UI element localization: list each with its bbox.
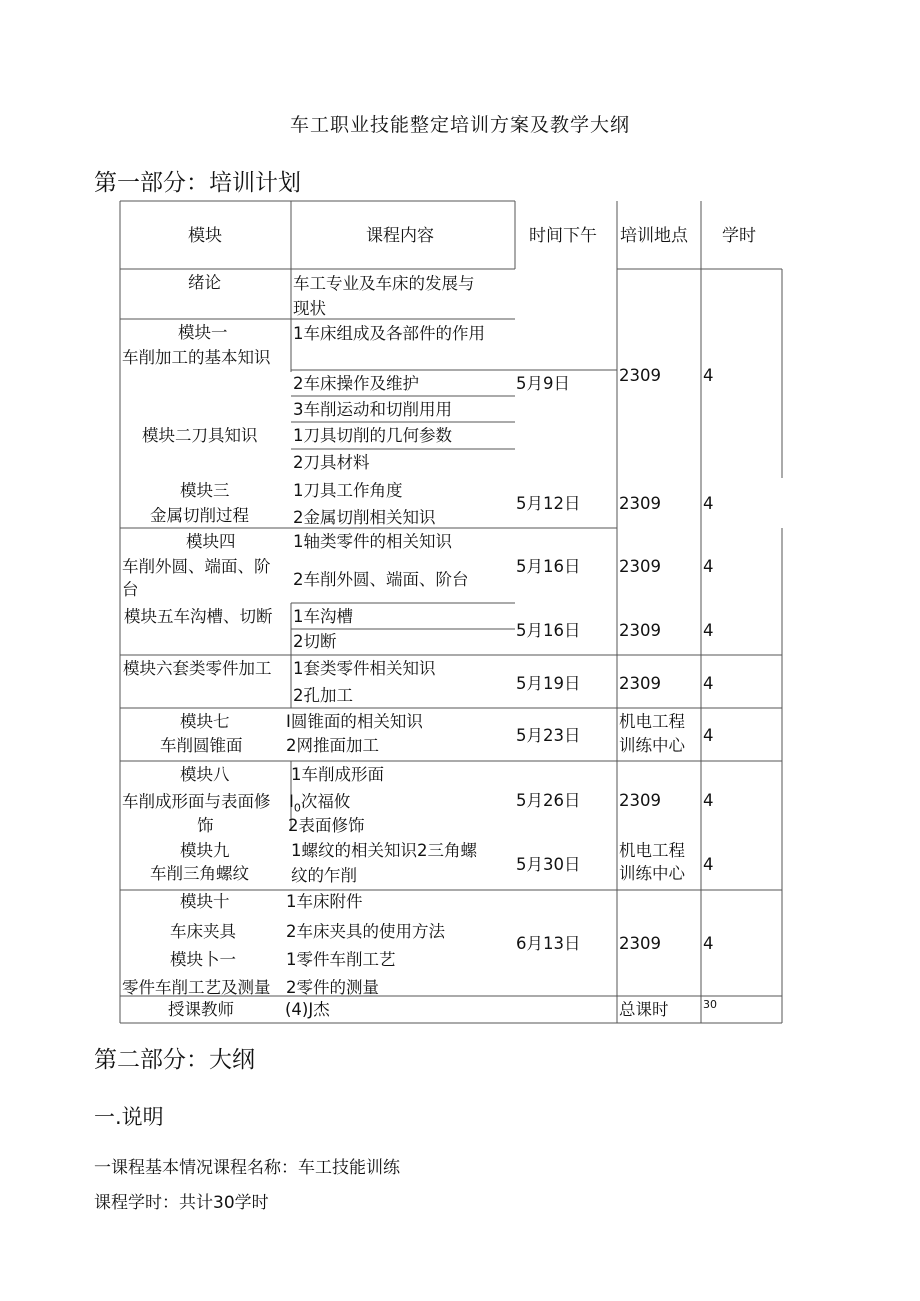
m7-place-line1: 机电工程 [619, 712, 685, 731]
m8-hours: 4 [703, 791, 714, 810]
m5-content-1: 1车沟槽 [293, 607, 353, 626]
m10-hours: 4 [703, 934, 714, 953]
m5-hours: 4 [703, 621, 714, 640]
m4-module-line2: 车削外圆、端面、阶 [122, 557, 271, 576]
header-time: 时间下午 [529, 226, 597, 246]
m10-content-2: 2车床夹具的使用方法 [286, 922, 445, 941]
intro-content-line2: 现状 [293, 299, 326, 318]
m9-hours: 4 [703, 855, 714, 874]
m6-module: 模块六套类零件加工 [123, 659, 272, 678]
m11-content-2: 2零件的测量 [286, 978, 379, 997]
m4-content-2: 2车削外圆、端面、阶台 [293, 570, 469, 589]
m4-content-1: 1轴类零件的相关知识 [293, 532, 452, 551]
m8-content-1: 1车削成形面 [291, 765, 384, 784]
teacher-name: (4)J杰 [285, 1000, 330, 1019]
m9-content-2: 纹的乍削 [291, 866, 357, 885]
m3-time: 5月12日 [516, 494, 581, 513]
m4-place: 2309 [619, 557, 661, 576]
m1-module-line2: 车削加工的基本知识 [122, 348, 271, 367]
m7-content-1: I圆锥面的相关知识 [286, 712, 423, 731]
section-explanation-heading: 一.说明 [94, 1105, 164, 1129]
m8-content-3: 2表面修饰 [288, 816, 365, 835]
part-two-heading: 第二部分：大纲 [94, 1047, 255, 1073]
m10-time: 6月13日 [516, 934, 581, 953]
g1-hours: 4 [703, 366, 714, 385]
g1-place: 2309 [619, 366, 661, 385]
m3-hours: 4 [703, 494, 714, 513]
header-module: 模块 [188, 226, 222, 246]
m1-module-line1: 模块一 [178, 323, 228, 342]
m3-content-1: 1刀具工作角度 [293, 481, 403, 500]
m4-module-line1: 模块四 [186, 532, 236, 551]
m5-content-2: 2切断 [293, 632, 337, 651]
m9-content-1: 1螺纹的相关知识2三角螺 [291, 841, 477, 860]
part-one-heading: 第一部分：培训计划 [94, 170, 301, 196]
m5-place: 2309 [619, 621, 661, 640]
m8-place: 2309 [619, 791, 661, 810]
m4-time: 5月16日 [516, 557, 581, 576]
m2-content-1: 1刀具切削的几何参数 [293, 426, 452, 445]
m2-content-2: 2刀具材料 [293, 453, 370, 472]
teacher-label: 授课教师 [168, 1000, 234, 1019]
m9-module-line1: 模块九 [180, 841, 230, 860]
m8-module-line1: 模块八 [180, 765, 230, 784]
intro-content-line1: 车工专业及车床的发展与 [293, 274, 475, 293]
m8-module-line3: 饰 [197, 816, 214, 835]
m7-module-line2: 车削圆锥面 [160, 736, 243, 755]
m6-content-2: 2孔加工 [293, 686, 353, 705]
m6-place: 2309 [619, 674, 661, 693]
m11-module-line1: 模块卜一 [170, 950, 236, 969]
document-title: 车工职业技能整定培训方案及教学大纲 [289, 114, 630, 136]
m5-module: 模块五车沟槽、切断 [124, 607, 273, 626]
m9-module-line2: 车削三角螺纹 [150, 864, 249, 883]
m10-content-1: 1车床附件 [286, 892, 363, 911]
m8-content-2-text: 次福攸 [300, 792, 351, 811]
m7-place-line2: 训练中心 [619, 736, 685, 755]
m6-content-1: 1套类零件相关知识 [293, 659, 436, 678]
m8-content-2-subscript: 0 [293, 801, 301, 815]
total-hours-label: 总课时 [619, 1000, 669, 1019]
intro-module: 绪论 [188, 273, 221, 292]
m1-content-2: 2车床操作及维护 [293, 374, 419, 393]
m9-time: 5月30日 [516, 855, 581, 874]
m9-place-line2: 训练中心 [619, 864, 685, 883]
m8-content-2-prefix: I [289, 792, 294, 811]
m6-hours: 4 [703, 674, 714, 693]
header-hours: 学时 [722, 226, 756, 246]
course-hours-line: 课程学时：共计30学时 [94, 1193, 269, 1213]
m5-time: 5月16日 [516, 621, 581, 640]
m10-place: 2309 [619, 934, 661, 953]
m7-time: 5月23日 [516, 726, 581, 745]
m1-content-1: 1车床组成及各部件的作用 [293, 324, 485, 343]
m11-module-line2: 零件车削工艺及测量 [122, 978, 271, 997]
m10-module-line2: 车床夹具 [170, 922, 236, 941]
total-hours-value: 30 [703, 998, 717, 1011]
header-content: 课程内容 [366, 226, 434, 246]
m3-content-2: 2金属切削相关知识 [293, 508, 436, 527]
m7-hours: 4 [703, 726, 714, 745]
m8-content-2 [289, 794, 350, 813]
m4-module-line3: 台 [122, 580, 139, 599]
m3-module-line1: 模块三 [180, 481, 230, 500]
m7-content-2: 2网推面加工 [286, 736, 379, 755]
g1-time: 5月9日 [516, 374, 570, 393]
m8-module-line2: 车削成形面与表面修 [122, 792, 271, 811]
m6-time: 5月19日 [516, 674, 581, 693]
m9-place-line1: 机电工程 [619, 841, 685, 860]
m2-module: 模块二刀具知识 [142, 426, 258, 445]
m8-time: 5月26日 [516, 791, 581, 810]
m4-hours: 4 [703, 557, 714, 576]
m10-module-line1: 模块十 [180, 892, 230, 911]
m7-module-line1: 模块七 [180, 712, 230, 731]
course-info-line: 一课程基本情况课程名称：车工技能训练 [94, 1158, 400, 1178]
m11-content-1: 1零件车削工艺 [286, 950, 396, 969]
m3-module-line2: 金属切削过程 [150, 506, 249, 525]
m1-content-3: 3车削运动和切削用用 [293, 400, 452, 419]
m3-place: 2309 [619, 494, 661, 513]
header-place: 培训地点 [620, 226, 688, 246]
